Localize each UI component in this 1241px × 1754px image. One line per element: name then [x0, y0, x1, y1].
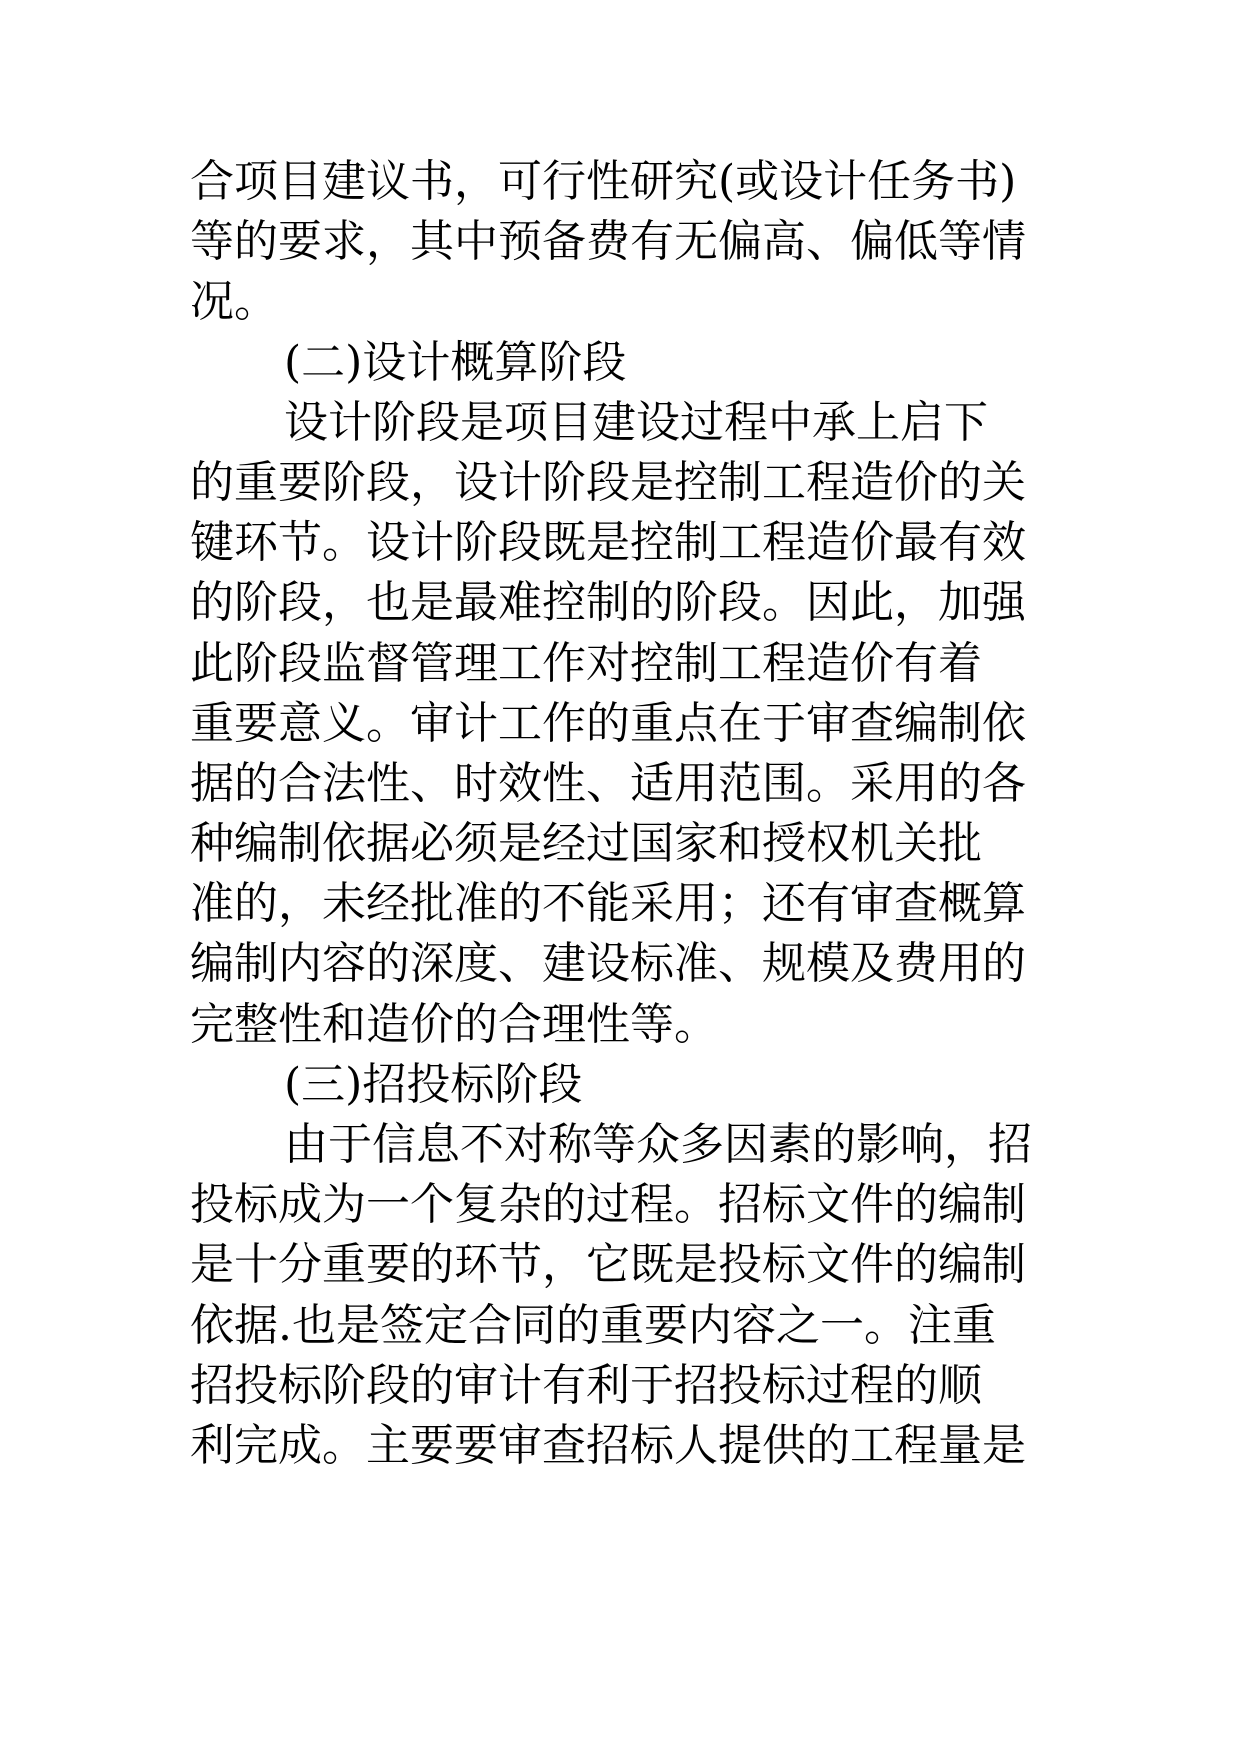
body-text	[190, 152, 1070, 1476]
text-line: 况。	[190, 276, 278, 328]
section-heading-design-estimate: (二)设计概算阶段	[284, 336, 627, 388]
section-heading-bidding: (三)招投标阶段	[284, 1058, 583, 1110]
text-line: 投标成为一个复杂的过程。招标文件的编制	[190, 1179, 1026, 1231]
text-line: 利完成。主要要审查招标人提供的工程量是	[190, 1419, 1026, 1471]
text-line: 的阶段，也是最难控制的阶段。因此，加强	[190, 577, 1026, 629]
text-line: 准的，未经批准的不能采用；还有审查概算	[190, 878, 1026, 930]
text-line: 的重要阶段，设计阶段是控制工程造价的关	[190, 456, 1026, 508]
text-line: 等的要求，其中预备费有无偏高、偏低等情	[190, 216, 1026, 268]
text-line: 是十分重要的环节，它既是投标文件的编制	[190, 1239, 1026, 1291]
text-line: 招投标阶段的审计有利于招投标过程的顺	[190, 1359, 982, 1411]
text-line: 设计阶段是项目建设过程中承上启下	[284, 396, 988, 448]
text-line: 由于信息不对称等众多因素的影响，招	[284, 1119, 1032, 1170]
text-line: 此阶段监督管理工作对控制工程造价有着	[190, 637, 982, 689]
text-line: 重要意义。审计工作的重点在于审查编制依	[190, 697, 1026, 749]
text-line: 合项目建议书，可行性研究(或设计任务书)	[190, 156, 1017, 207]
text-line: 键环节。设计阶段既是控制工程造价最有效	[190, 517, 1026, 569]
text-line: 编制内容的深度、建设标准、规模及费用的	[190, 938, 1026, 990]
text-line: 据的合法性、时效性、适用范围。采用的各	[190, 757, 1026, 809]
text-line: 种编制依据必须是经过国家和授权机关批	[190, 818, 982, 870]
text-line: 依据.也是签定合同的重要内容之一。注重	[190, 1299, 996, 1351]
text-line: 完整性和造价的合理性等。	[190, 998, 718, 1050]
